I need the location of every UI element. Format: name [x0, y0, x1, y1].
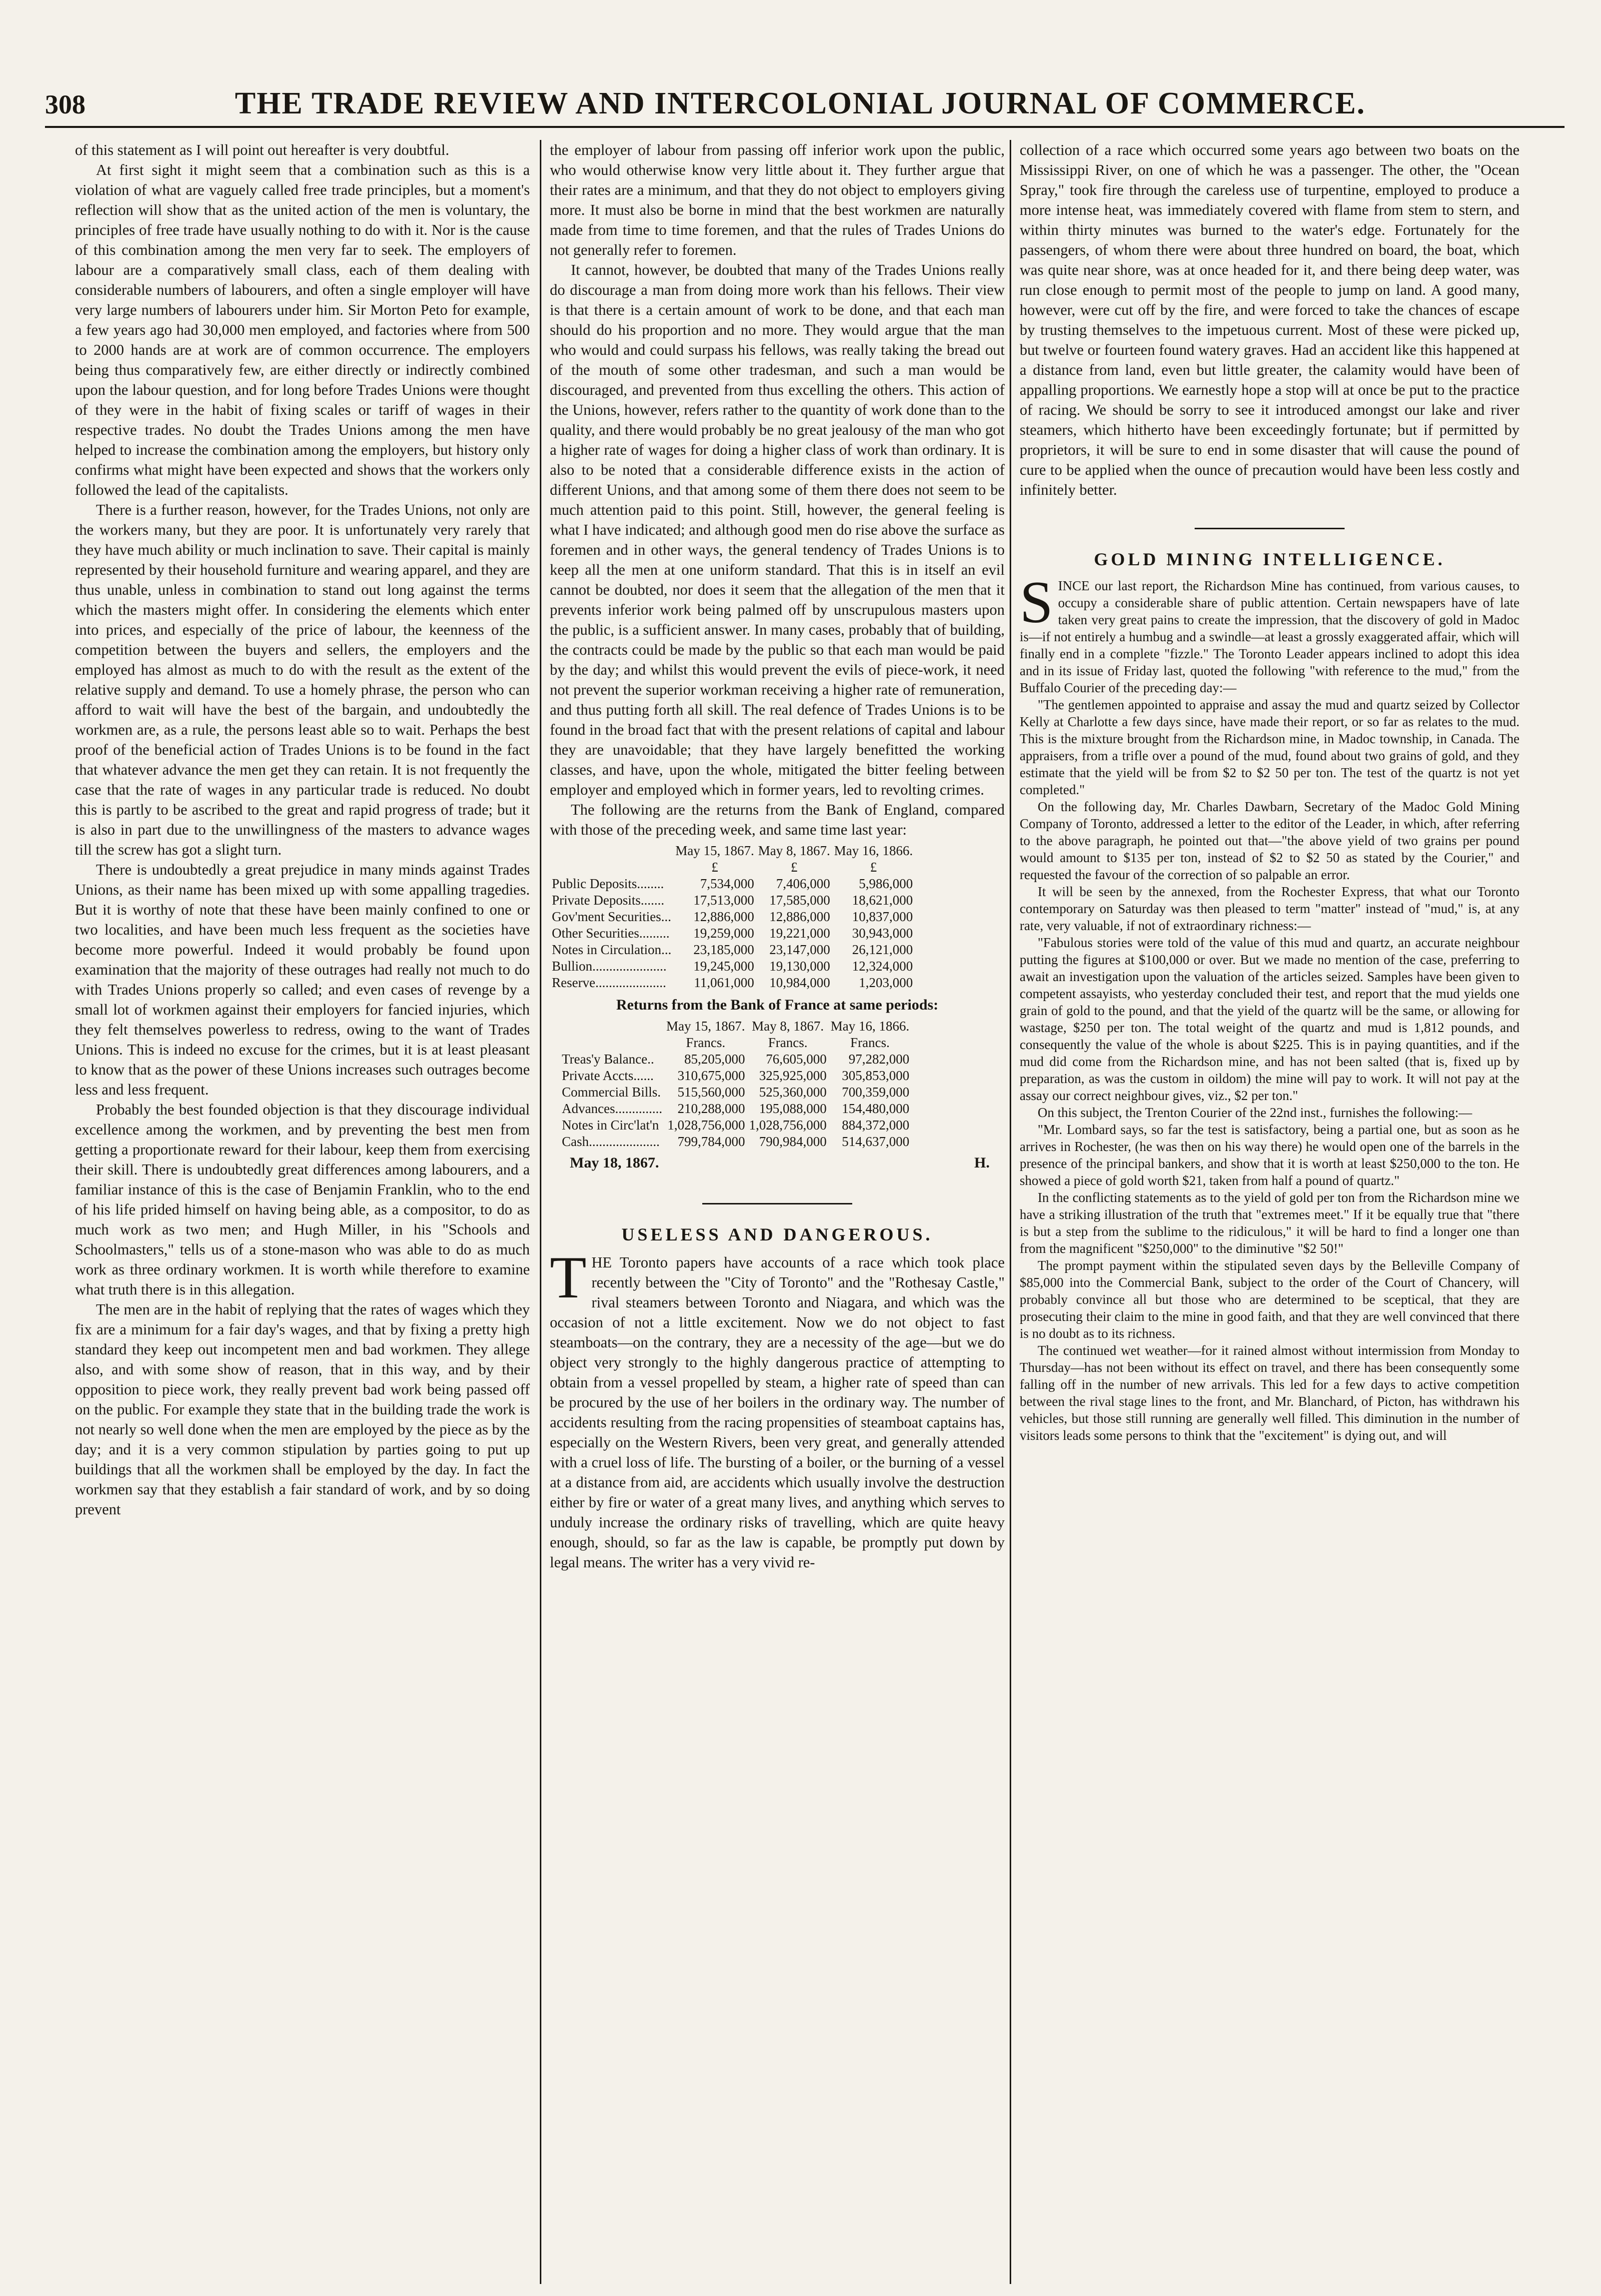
table-row — [560, 1068, 911, 1084]
column-header: May 16, 1866. — [834, 843, 913, 858]
article-paragraph: collection of a race which occurred some years ago between two boats on the Mississippi River, on one of which he was a passenger. The other, the "Ocean Spray," took fire through the careless use of turpentine, employed to produce a more intense heat, was immediately covered with flame from stem to stern, and within thirty minutes was burned to the water's edge. Fortunately for the passengers, of whom there were about three hundred on board, the boat, which was quite near shore, was at once headed for it, and there being deep water, was run close enough to permit most of the people to jump on land. A good many, however, were cut off by the fire, and were forced to take the chances of escape by trusting themselves to the impetuous current. Most of these were picked up, but twelve or fourteen found watery graves. Had an accident like this happened at a distance from land, even but little greater, the calamity would have been of appalling proportions. We earnestly hope a stop will at once be put to the practice of racing. We should be sorry to see it introduced amongst our lake and river steamers, which hitherto have been exceedingly fortunate; but if permitted by proprietors, it will be sure to end in some disaster that will cause the pound of cure to be applied when the ounce of precaution would have been less costly and infinitely better. — [1020, 141, 1520, 498]
article-paragraph: In the conflicting statements as to the yield of gold per ton from the Richardson mine we have a striking illustration of the truth that "extremes meet." If it be equally true that "there is but a step from the sublime to the ridiculous," it will be hard to find a longer one than from the magnificent "$250,000" to the diminutive "$2 50!" — [1020, 1190, 1520, 1256]
signoff-date: May 18, 1867. — [570, 1154, 659, 1171]
article-paragraph: THE Toronto papers have accounts of a race which took place recently between the "City of Toronto" and the "Rothesay Castle," rival steamers between Toronto and Niagara, and which was the occasion of not a little excitement. Now we do not object to fast steamboats—on the contrary, they are a necessity of the age—but we do object very strongly to the highly dangerous practice of attempting to obtain from a vessel propelled by steam, a higher rate of speed than can be procured by the use of her boilers in the ordinary way. The number of accidents resulting from the racing propensities of steamboat captains has, especially on the Western Rivers, been very great, and generally attended with a cruel loss of life. The bursting of a boiler, or the burning of a vessel at a distance from aid, are accidents which usually involve the destruction either by fire or water of a great many lives, and anything which serves to unduly increase the ordinary risks of travelling, which are quite heavy enough, should, so far as the law is capable, be promptly put down by legal means. The writer has a very vivid re- — [550, 1244, 1005, 1571]
signoff — [550, 1153, 1005, 1173]
section-title-gold-mining: GOLD MINING INTELLIGENCE. — [1094, 549, 1446, 569]
table-row — [550, 942, 915, 958]
bank-of-france-table — [560, 1018, 911, 1150]
article-paragraph: The prompt payment within the stipulated seven days by the Belleville Company of $85,000 into the Commercial Bank, subject to the order of the Court of Chancery, will probably convince all but those who are determined to be sceptical, that they are prosecuting their claim to the mine in good faith, and that they are well convinced that there is no doubt as to its richness. — [1020, 1258, 1520, 1341]
row-label: Public Deposits........ — [552, 876, 664, 891]
unit-label: Francs. — [686, 1035, 726, 1050]
table-cell: 1,028,756,000 — [667, 1118, 745, 1133]
column-rule — [540, 140, 541, 2284]
table-cell: 210,288,000 — [677, 1101, 745, 1116]
running-head: THE TRADE REVIEW AND INTERCOLONIAL JOURNAL OF COMMERCE. — [235, 86, 1366, 120]
table-cell: 799,784,000 — [677, 1134, 745, 1149]
article-paragraph: "The gentlemen appointed to appraise and assay the mud and quartz seized by Collector Kelly at Charlotte a few days since, have made their report, or so far as relates to the mud. This is the mixture brought from the Richardson mine, in Madoc township, in Canada. The appraisers, from a trifle over a pound of the mud, found about two grains of gold, and they estimate that the yield will be from $2 to $2 50 per ton. The test of the quartz is not yet completed." — [1020, 697, 1520, 797]
row-label: Notes in Circulation... — [552, 942, 672, 957]
header-rule — [45, 126, 1565, 128]
row-label: Cash..................... — [562, 1134, 660, 1149]
table-row — [560, 1101, 911, 1117]
table-cell: 19,130,000 — [769, 959, 830, 974]
table-cell: 525,360,000 — [759, 1085, 827, 1100]
article-paragraph: There is a further reason, however, for the Trades Unions, not only are the workers many, but they are poor. It is unfortunately very rarely that they have much ability or much inclination to save. Their capital is mainly represented by their household furniture and wearing apparel, and they are thus unable, unless in combination to stand out long against the terms which the masters might offer. In considering the elements which enter into prices, and especially of the price of labour, the keenness of the competition between the buyers and sellers, the employers and the employed has almost as much to do with the result as the extent of the relative supply and demand. To use a homely phrase, the person who can afford to wait will have the best of the bargain, and undoubtedly the workmen are, as a rule, the persons least able so to wait. Perhaps the best proof of the beneficial action of Trades Unions is to be found in the fact that whatever advance the men get they can retain. It is not frequently the case that the rate of wages in any particular trade is reduced. No doubt this is partly to be ascribed to the great and rapid progress of trade; but it is also in part due to the unwillingness of the masters to advance wages till the screw has got a slight turn. — [75, 501, 530, 858]
table-row — [550, 975, 915, 991]
unit-label: £ — [790, 860, 798, 875]
article-paragraph: SINCE our last report, the Richardson Mine has continued, from various causes, to occupy a considerable share of public attention. Certain newspapers have of late taken very great pains to create the impression, that the discovery of gold in Madoc is—if not entirely a humbug and a swindle—at least a grossly exaggerated affair, which will finally end in a complete "fizzle." The Toronto Leader appears inclined to adopt this idea and in its issue of Friday last, quoted the following "with reference to the mud," from the Buffalo Courier of the preceding day:— — [1020, 569, 1520, 695]
table-cell: 12,886,000 — [769, 909, 830, 924]
table-cell: 26,121,000 — [852, 942, 913, 957]
table-cell: 23,147,000 — [769, 942, 830, 957]
table-row — [560, 1051, 911, 1068]
table-cell: 97,282,000 — [848, 1052, 910, 1067]
column-3 — [1020, 140, 1520, 1444]
column-2 — [550, 140, 1005, 1572]
table-cell: 23,185,000 — [693, 942, 754, 957]
column-header: May 8, 1867. — [752, 1019, 824, 1034]
table-cell: 1,203,000 — [859, 975, 913, 990]
table-cell: 195,088,000 — [759, 1101, 827, 1116]
table-cell: 17,513,000 — [693, 893, 754, 908]
table-cell: 10,984,000 — [769, 975, 830, 990]
table-cell: 5,986,000 — [859, 876, 913, 891]
row-label: Commercial Bills. — [562, 1085, 661, 1100]
table-row — [550, 958, 915, 975]
table-cell: 310,675,000 — [677, 1068, 745, 1083]
unit-label: Francs. — [850, 1035, 890, 1050]
table-row — [560, 1117, 911, 1134]
table-row — [550, 925, 915, 942]
row-label: Gov'ment Securities... — [552, 909, 671, 924]
table-cell: 1,028,756,000 — [749, 1118, 827, 1133]
row-label: Private Deposits....... — [552, 893, 664, 908]
unit-label: Francs. — [768, 1035, 808, 1050]
row-label: Bullion...................... — [552, 959, 667, 974]
table-cell: 12,324,000 — [852, 959, 913, 974]
table-cell: 11,061,000 — [694, 975, 754, 990]
table-cell: 17,585,000 — [769, 893, 830, 908]
row-label: Advances.............. — [562, 1101, 662, 1116]
table-cell: 12,886,000 — [693, 909, 754, 924]
table-cell: 154,480,000 — [842, 1101, 910, 1116]
table-cell: 18,621,000 — [852, 893, 913, 908]
table-cell: 305,853,000 — [842, 1068, 910, 1083]
article-paragraph: It will be seen by the annexed, from the Rochester Express, that what our Toronto contemporary on Saturday was then pleased to term "matter" instead of "mud," is, at any rate, very valuable, if not of extraordinary richness:— — [1020, 884, 1520, 933]
table-cell: 19,221,000 — [769, 926, 830, 941]
table-cell: 790,984,000 — [759, 1134, 827, 1149]
column-1 — [75, 140, 530, 1519]
row-label: Other Securities......... — [552, 926, 670, 941]
section-title-useless-and-dangerous: USELESS AND DANGEROUS. — [621, 1224, 933, 1244]
column-header: May 15, 1867. — [675, 843, 754, 858]
unit-label: £ — [870, 860, 877, 875]
row-label: Treas'y Balance.. — [562, 1052, 654, 1067]
column-header: May 8, 1867. — [758, 843, 830, 858]
table-cell: 515,560,000 — [677, 1085, 745, 1100]
article-paragraph: The following are the returns from the Bank of England, compared with those of the preceding week, and same time last year: — [550, 801, 1005, 838]
row-label: Private Accts...... — [562, 1068, 654, 1083]
article-paragraph: On this subject, the Trenton Courier of the 22nd inst., furnishes the following:— — [1038, 1105, 1473, 1120]
page-number: 308 — [45, 89, 85, 119]
table-cell: 30,943,000 — [852, 926, 913, 941]
table-row — [550, 909, 915, 925]
table-cell: 7,534,000 — [700, 876, 754, 891]
table-cell: 325,925,000 — [759, 1068, 827, 1083]
article-paragraph: "Mr. Lombard says, so far the test is satisfactory, being a partial one, but as soon as he arrives in Rochester, (he was then on his way there) he would open one of the barrels in the presence of the principal bankers, and show that it is worth at least $250,000 to the ton. He showed a piece of gold worth $21, taken from half a pound of quartz." — [1020, 1122, 1520, 1188]
table-row — [560, 1134, 911, 1150]
column-header: May 16, 1866. — [830, 1019, 910, 1034]
article-paragraph: It cannot, however, be doubted that many of the Trades Unions really do discourage a man from doing more work than his fellows. Their view is that there is a certain amount of work to be done, and that each man should do his proportion and no more. They would argue that the man who would and could surpass his fellows, was really taking the bread out of the mouth of some other tradesman, and such a man would be discouraged, and prevented from thus excelling the others. This action of the Unions, however, refers rather to the quantity of work done than to the quality, and there would probably be no great jealousy of the man who got a higher rate of wages for doing a higher class of work than ordinary. It is also to be noted that a considerable difference exists in the action of different Unions, and that among some of them there does not seem to be much attention paid to this point. Still, however, the general feeling is what I have indicated; and although good men do rise above the surface as foremen and in other ways, the general tendency of Trades Unions is to keep all the men at one uniform standard. That this is in itself an evil cannot be doubted, nor does it seem that the allegation of the men that it prevents inferior work being palmed off by unscrupulous masters upon the public, is a sufficient answer. In many cases, probably that of building, the contracts could be made by the public so that each man would be paid by the day; and whilst this would prevent the evils of piece-work, it need not prevent the superior workman receiving a higher rate of remuneration, and thus putting forth all skill. The real defence of Trades Unions is to be found in the broad fact that with the present relations of capital and labour they are unavoidable; that they have largely benefitted the working classes, and have, upon the whole, mitigated the bitter feeling between employer and employed which in former years, led to revolting crimes. — [550, 261, 1005, 798]
article-paragraph: "Fabulous stories were told of the value of this mud and quartz, an accurate neighbour putting the figures at $100,000 or over. But we made no mention of the case, preferring to await an investigation upon the valuation of the articles seized. Samples have been given to competent assayists, who yesterday concluded their test, and report that the mud yields one grain of gold to the pound, and that the yield of the quartz will be the same, or allowing for wastage, $250 per ton. The total weight of the quartz and mud is 1,812 pounds, and consequently the value of the whole is about $225. This is in paying quantities, and if the mud did come from the Richardson mine, and has not been salted (that is, fixed up by preparation, as was the custom in oildom) the mine will pay to work. It will not pay at the assay our correct neighbour gives, viz., $2 per ton." — [1020, 935, 1520, 1103]
article-paragraph: Probably the best founded objection is that they discourage individual excellence among the workmen, and by preventing the best men from getting a proportionate reward for their labour, keep them from exercising their skill. There is undoubtedly great differences among labourers, and a familiar instance of this is the case of Benjamin Franklin, who to the end of his life prided himself on having being able, as a compositor, to do as much work as two men; and Hugh Miller, in his "Schools and Schoolmasters," tells us of a stone-mason who was able to do as much work as three ordinary workmen. It is worth while therefore to examine what truth there is in this allegation. — [75, 1101, 530, 1298]
row-label: Reserve..................... — [552, 975, 666, 990]
drop-cap: T — [550, 1244, 587, 1310]
table-cell: 10,837,000 — [852, 909, 913, 924]
table-cell: 19,259,000 — [693, 926, 754, 941]
table-row — [550, 876, 915, 892]
article-paragraph: At first sight it might seem that a combination such as this is a violation of what are vaguely called free trade principles, but a moment's reflection will show that as the united action of the men is voluntary, the principles of free trade have usually nothing to do with it. Nor is the cause of this combination among the men very far to seek. The employers of labour are a comparatively small class, each of them dealing with considerable numbers of labourers, and often a single employer will have very large numbers of labourers under him. Sir Morton Peto for example, a few years ago had 30,000 men employed, and factories where from 500 to 2000 hands are at work are of common occurrence. The employers being thus comparatively few, are either directly or indirectly combined upon the labour question, and for long before Trades Unions were thought of they were in the habit of fixing scales or tariff of wages in their respective trades. No doubt the Trades Unions among the men have helped to increase the combination among the employers, but history only confirms what might have been expected and shows that the workers only followed the lead of the capitalists. — [75, 161, 530, 498]
table-cell: 19,245,000 — [693, 959, 754, 974]
column-rule — [1010, 140, 1011, 2284]
gold-mining-article — [1020, 569, 1520, 1444]
table-cell: 514,637,000 — [842, 1134, 910, 1149]
article-paragraph: On the following day, Mr. Charles Dawbarn, Secretary of the Madoc Gold Mining Company of Toronto, addressed a letter to the editor of the Leader, in which, after referring to the above paragraph, he pointed out that—"the above yield of two grains per pound would amount to $135 per ton, instead of $2 to $2 50 as stated by the Courier," and requested the favour of the correction of so palpable an error. — [1020, 799, 1520, 882]
signoff-initial: H. — [974, 1154, 990, 1171]
column-header: May 15, 1867. — [666, 1019, 745, 1034]
drop-cap: S — [1020, 569, 1053, 635]
table-cell: 884,372,000 — [842, 1118, 910, 1133]
table-row — [550, 892, 915, 909]
table-row — [560, 1084, 911, 1101]
table-cell: 700,359,000 — [842, 1085, 910, 1100]
article-paragraph: The men are in the habit of replying that the rates of wages which they fix are a minimum for a fair day's wages, and that by fixing a pretty high standard they keep out incompetent men and bad workmen. They allege also, and with some show of reason, that in this way, and by their opposition to piece work, they really prevent bad work being passed off on the public. For example they state that in the building trade the work is not nearly so well done when the men are employed by the piece as by the day; and it is a very common stipulation by parties going to put up buildings that all the workmen shall be employed by the day. In fact the workmen say that they establish a fair standard of work, and by so doing prevent — [75, 1301, 530, 1518]
bank-of-england-table — [550, 843, 915, 991]
table-cell: 76,605,000 — [766, 1052, 827, 1067]
article-paragraph: There is undoubtedly a great prejudice in many minds against Trades Unions, as their name has been mixed up with some appalling tragedies. But it is worthy of note that these have been mainly confined to one or two localities, and have been much less frequent as the societies have become more powerful. Indeed it would probably be found upon examination that the majority of these outrages had really not much to do with Trades Unions properly so called; and even cases of revenge by a small lot of workmen against their employers for fancied injuries, which they felt themselves powerless to redress, owing to the want of Trades Unions. This is indeed no excuse for the crimes, but it is at least pleasant to know that as the power of these Unions increases such outrages become less and less frequent. — [75, 861, 530, 1098]
unit-label: £ — [711, 860, 718, 875]
bank-of-france-title: Returns from the Bank of France at same periods: — [616, 997, 939, 1013]
article-paragraph: The continued wet weather—for it rained almost without intermission from Monday to Thursday—has not been without its effect on travel, and there has been consequently some falling off in the number of new arrivals. This led for a few days to active competition between the rival stage lines to the front, and Mr. Blanchard, of Picton, has withdrawn his vehicles, but those still running are generally well filled. This diminution in the number of visitors leads some persons to think that the "excitement" is dying out, and will — [1020, 1343, 1520, 1443]
table-cell: 7,406,000 — [776, 876, 830, 891]
article-paragraph: the employer of labour from passing off inferior work upon the public, who would otherwise know very little about it. They further argue that their rates are a minimum, and that they do not object to employers giving more. It must also be borne in mind that the best workmen are naturally made from time to time foremen, and that the rules of Trades Unions do not generally refer to foremen. — [550, 141, 1005, 258]
table-cell: 85,205,000 — [684, 1052, 745, 1067]
article-paragraph: of this statement as I will point out hereafter is very doubtful. — [75, 141, 449, 158]
row-label: Notes in Circ'lat'n — [562, 1118, 659, 1133]
